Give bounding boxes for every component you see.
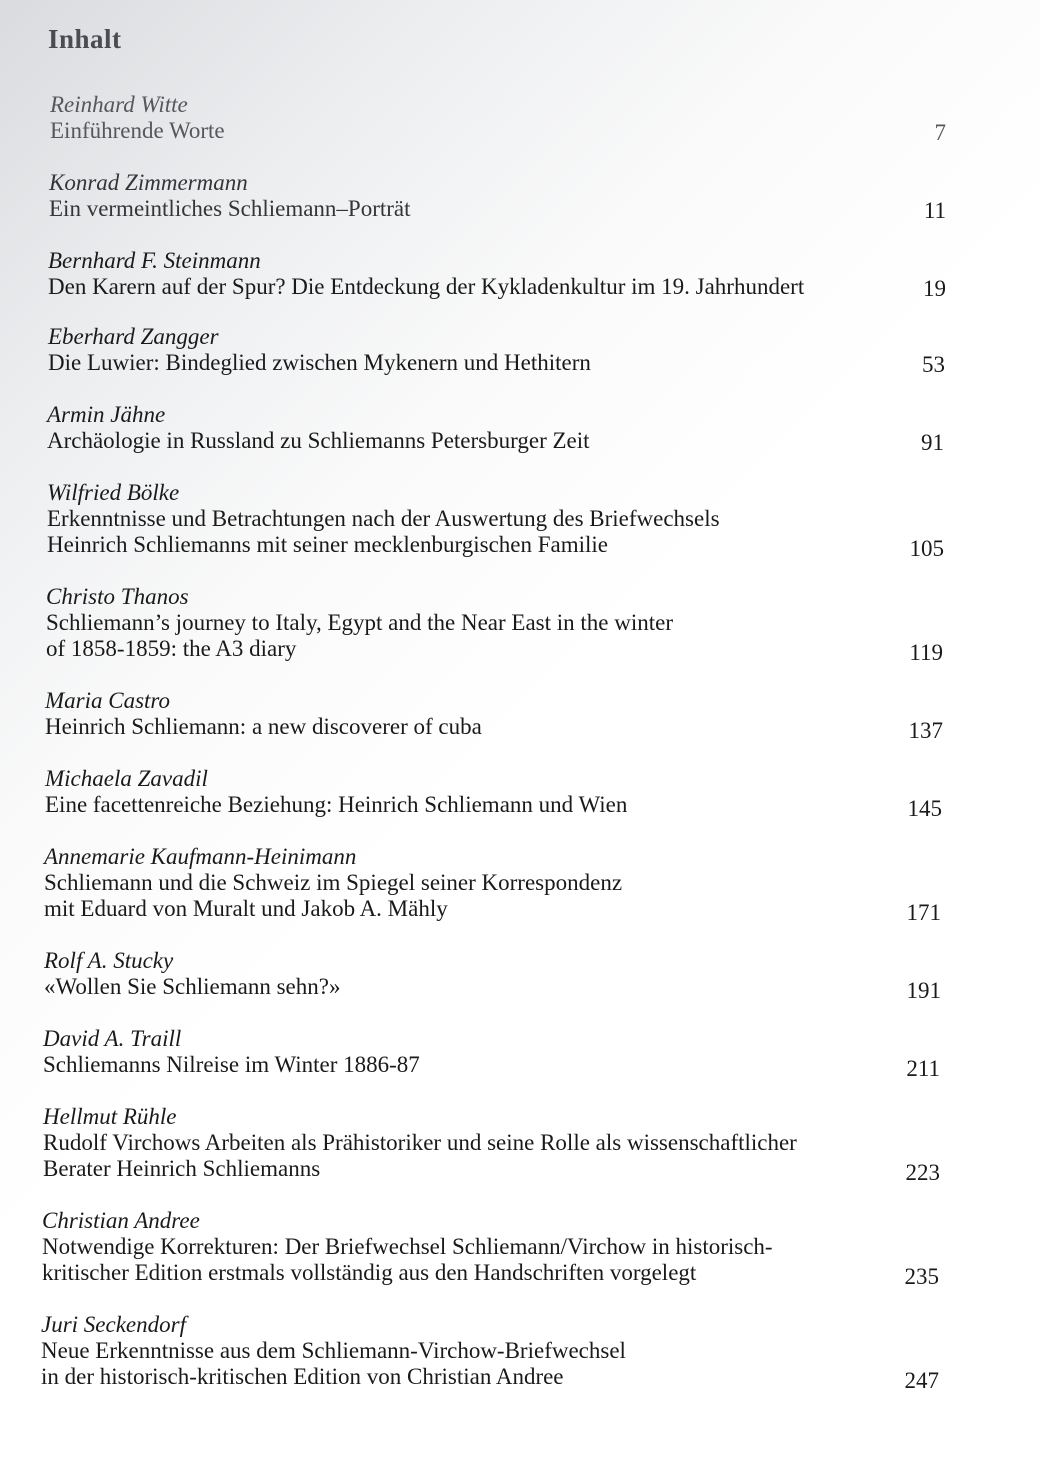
entry-page-number: 7 (934, 120, 946, 145)
entry-title-line: Notwendige Korrekturen: Der Briefwechsel Schliemann/Virchow in historisch- (42, 1234, 773, 1259)
toc-entry (41, 1312, 626, 1390)
entry-page-number: 11 (923, 198, 946, 223)
entry-author: Eberhard Zangger (48, 324, 219, 349)
entry-author: Wilfried Bölke (47, 480, 180, 505)
toc-entry (44, 844, 622, 922)
entry-title-line: Heinrich Schliemann: a new discoverer of cuba (45, 714, 482, 739)
entry-author: Rolf A. Stucky (44, 948, 174, 973)
entry-title-line: Die Luwier: Bindeglied zwischen Mykenern und Hethitern (48, 350, 591, 375)
toc-entry (48, 248, 804, 300)
entry-page-number: 105 (909, 536, 944, 561)
entry-author: Reinhard Witte (50, 92, 188, 117)
entry-author: Christian Andree (42, 1208, 200, 1233)
toc-entry (42, 1208, 773, 1286)
entry-title-line: Den Karern auf der Spur? Die Entdeckung der Kykladenkultur im 19. Jahrhundert (48, 274, 805, 299)
entry-page-number: 211 (906, 1056, 940, 1081)
entry-title-line: Einführende Worte (50, 118, 225, 143)
toc-entry (47, 402, 590, 454)
entry-title-line: Berater Heinrich Schliemanns (43, 1156, 321, 1181)
entry-title-line: «Wollen Sie Schliemann sehn?» (44, 974, 341, 999)
toc-entry (48, 324, 591, 376)
entry-page-number: 19 (923, 276, 946, 301)
toc-entry (45, 688, 482, 740)
entry-title-line: Schliemanns Nilreise im Winter 1886-87 (43, 1052, 420, 1077)
toc-entry (44, 948, 340, 1000)
entry-title-line: Ein vermeintliches Schliemann–Porträt (49, 196, 411, 221)
entry-title-line: Erkenntnisse und Betrachtungen nach der Auswertung des Briefwechsels (47, 506, 720, 531)
entry-page-number: 223 (905, 1160, 940, 1185)
entry-author: Armin Jähne (47, 402, 166, 427)
entry-page-number: 171 (906, 900, 941, 925)
toc-entry (43, 1026, 420, 1078)
entry-page-number: 145 (907, 796, 942, 821)
entry-author: Christo Thanos (46, 584, 189, 609)
entry-page-number: 235 (904, 1264, 939, 1289)
toc-entry (50, 92, 225, 144)
toc-entry (43, 1104, 797, 1182)
entry-title-line: in der historisch-kritischen Edition von Christian Andree (41, 1364, 564, 1389)
entry-author: Konrad Zimmermann (49, 170, 248, 195)
entry-author: Hellmut Rühle (43, 1104, 177, 1129)
entry-title-line: Heinrich Schliemanns mit seiner mecklenburgischen Familie (47, 532, 609, 557)
entry-page-number: 119 (909, 640, 943, 665)
entry-page-number: 191 (906, 978, 941, 1003)
toc-entry (49, 170, 411, 222)
entry-author: Maria Castro (45, 688, 171, 713)
entry-author: David A. Traill (43, 1026, 182, 1051)
entry-title-line: Eine facettenreiche Beziehung: Heinrich Schliemann und Wien (45, 792, 628, 817)
toc-entry (46, 584, 673, 662)
entry-page-number: 53 (922, 352, 945, 377)
entry-author: Annemarie Kaufmann-Heinimann (44, 844, 357, 869)
entry-title-line: kritischer Edition erstmals vollständig aus den Handschriften vorgelegt (42, 1260, 697, 1285)
entry-title-line: Schliemann und die Schweiz im Spiegel seiner Korrespondenz (44, 870, 623, 895)
entry-page-number: 247 (904, 1368, 939, 1393)
entry-title-line: Neue Erkenntnisse aus dem Schliemann-Virchow-Briefwechsel (41, 1338, 626, 1363)
entry-title-line: mit Eduard von Muralt und Jakob A. Mähly (44, 896, 448, 921)
entry-title-line: of 1858-1859: the A3 diary (46, 636, 297, 661)
entry-author: Bernhard F. Steinmann (48, 248, 261, 273)
entry-title-line: Archäologie in Russland zu Schliemanns Petersburger Zeit (47, 428, 590, 453)
toc-entry (45, 766, 627, 818)
entry-page-number: 137 (908, 718, 943, 743)
entry-title-line: Rudolf Virchows Arbeiten als Prähistoriker und seine Rolle als wissenschaftlicher (43, 1130, 797, 1155)
entry-author: Juri Seckendorf (41, 1312, 186, 1337)
entry-title-line: Schliemann’s journey to Italy, Egypt and the Near East in the winter (46, 610, 674, 635)
entry-author: Michaela Zavadil (45, 766, 208, 791)
page-title: Inhalt (48, 24, 122, 54)
entry-page-number: 91 (921, 430, 944, 455)
toc-entry (47, 480, 720, 558)
